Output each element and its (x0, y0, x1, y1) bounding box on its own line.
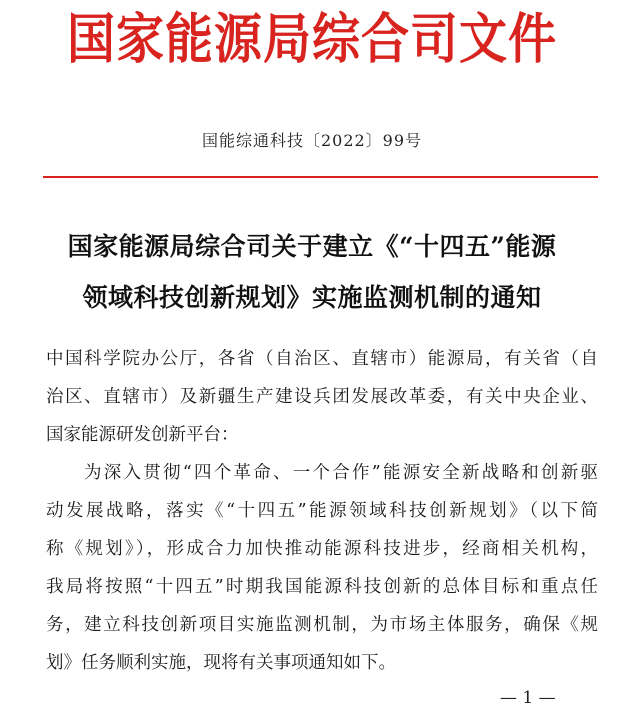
body-line-1: 中国科学院办公厅，各省（自治区、直辖市）能源局，有关省（自 (46, 349, 598, 369)
body-line-4: 为深入贯彻“四个革命、一个合作”能源安全新战略和创新驱 (84, 463, 598, 483)
body-line-2: 治区、直辖市）及新疆生产建设兵团发展改革委，有关中央企业、 (46, 387, 598, 407)
document-number: 国能综通科技〔2022〕99号 (201, 131, 423, 150)
document-title-line-2: 领域科技创新规划》实施监测机制的通知 (82, 283, 542, 312)
page-number: — 1 — (500, 688, 556, 708)
body-line-9: 划》任务顺利实施，现将有关事项通知如下。 (46, 653, 396, 673)
body-line-5: 动发展战略，落实《“十四五”能源领域科技创新规划》（以下简 (46, 501, 598, 521)
body-line-8: 务，建立科技创新项目实施监测机制，为市场主体服务，确保《规 (46, 615, 598, 635)
body-line-7: 我局将按照“十四五”时期我国能源科技创新的总体目标和重点任 (46, 577, 598, 597)
document-title-line-1: 国家能源局综合司关于建立《“十四五”能源 (67, 232, 557, 261)
organization-header: 国家能源局综合司文件 (66, 8, 557, 71)
body-line-6: 称《规划》），形成合力加快推动能源科技进步，经商相关机构， (46, 539, 598, 559)
body-line-3: 国家能源研发创新平台： (46, 425, 239, 445)
red-divider-rule (43, 176, 598, 178)
